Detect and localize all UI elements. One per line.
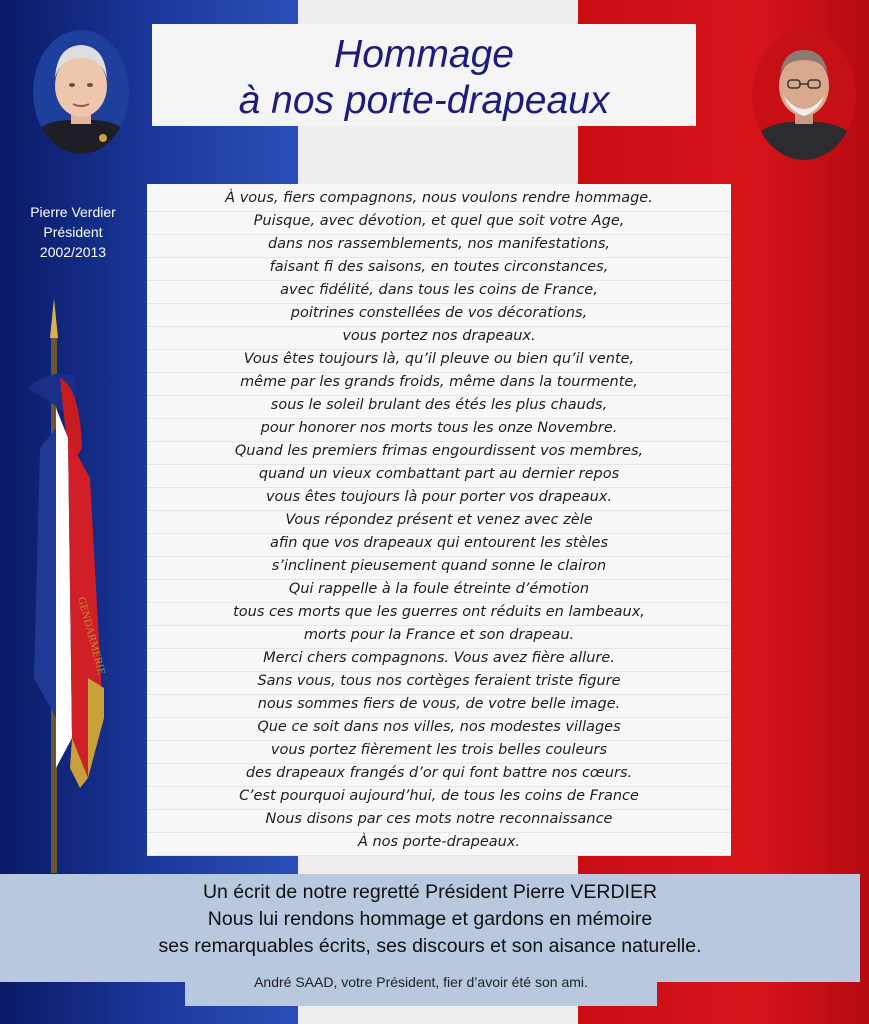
poem-line: tous ces morts que les guerres ont réduits en lambeaux, (233, 604, 645, 620)
portrait-pierre-verdier (33, 30, 129, 154)
poem-line: C’est pourquoi aujourd’hui, de tous les coins de France (239, 788, 639, 804)
poem-line: À vous, fiers compagnons, nous voulons rendre hommage. (225, 190, 653, 206)
poem-line: dans nos rassemblements, nos manifestations, (267, 236, 611, 252)
footer-line-2: Nous lui rendons hommage et gardons en mémoire (207, 908, 653, 930)
president-name: Pierre Verdier (30, 204, 116, 220)
president-caption (14, 202, 132, 262)
poem-line: Merci chers compagnons. Vous avez fière allure. (263, 650, 615, 666)
svg-text:GENDARMERIE: GENDARMERIE (75, 595, 108, 677)
poem-line: vous êtes toujours là pour porter vos drapeaux. (265, 489, 613, 505)
poem-line: vous portez nos drapeaux. (342, 328, 536, 344)
poem-line: nous sommes fiers de vous, de votre belle image. (257, 696, 621, 712)
poem-line: s’inclinent pieusement quand sonne le clairon (271, 558, 607, 574)
title-line-1: Hommage (334, 33, 514, 76)
title-box (152, 24, 696, 126)
title-line-2: à nos porte-drapeaux (238, 79, 610, 122)
poem-line: poitrines constellées de vos décorations, (290, 305, 588, 321)
footer-signature: André SAAD, votre Président, fier d’avoir été son ami. (254, 974, 588, 990)
poem-box (147, 184, 731, 856)
poem-line: Vous êtes toujours là, qu’il pleuve ou bien qu’il vente, (243, 351, 635, 367)
poem-line: Quand les premiers frimas engourdissent vos membres, (234, 443, 644, 459)
poem-line: quand un vieux combattant part au dernier repos (258, 466, 620, 482)
gendarmerie-flag-illustration (20, 298, 120, 873)
poem-line: morts pour la France et son drapeau. (303, 627, 575, 643)
poem-line: Puisque, avec dévotion, et quel que soit votre Age, (253, 213, 625, 229)
poem-line: faisant fi des saisons, en toutes circonstances, (269, 259, 609, 275)
poem-line: Sans vous, tous nos cortèges feraient triste figure (257, 673, 621, 689)
footer-line-3: ses remarquables écrits, ses discours et son aisance naturelle. (158, 935, 702, 957)
president-years: 2002/2013 (39, 244, 107, 260)
poem-line: Que ce soit dans nos villes, nos modestes villages (257, 719, 621, 735)
footer-line-1: Un écrit de notre regretté Président Pierre VERDIER (202, 881, 658, 903)
poem-line: afin que vos drapeaux qui entourent les stèles (269, 535, 609, 551)
poem-line: À nos porte-drapeaux. (357, 834, 521, 850)
portrait-andre-saad (752, 30, 856, 160)
poem-line: sous le soleil brulant des étés les plus chauds, (270, 397, 608, 413)
poem-line: même par les grands froids, même dans la tourmente, (240, 374, 638, 390)
poem-line: Nous disons par ces mots notre reconnaissance (265, 811, 613, 827)
poem-line: des drapeaux frangés d’or qui font battre nos cœurs. (245, 765, 633, 781)
president-role: Président (43, 224, 103, 240)
poem-line: pour honorer nos morts tous les onze Novembre. (260, 420, 618, 436)
poem-line: vous portez fièrement les trois belles couleurs (270, 742, 608, 758)
poem-line: avec fidélité, dans tous les coins de France, (280, 282, 598, 298)
poem-line: Qui rappelle à la foule étreinte d’émotion (288, 581, 590, 597)
poem-line: Vous répondez présent et venez avec zèle (285, 512, 593, 528)
footer-box (0, 874, 860, 982)
footer-signature-box (185, 974, 657, 1006)
